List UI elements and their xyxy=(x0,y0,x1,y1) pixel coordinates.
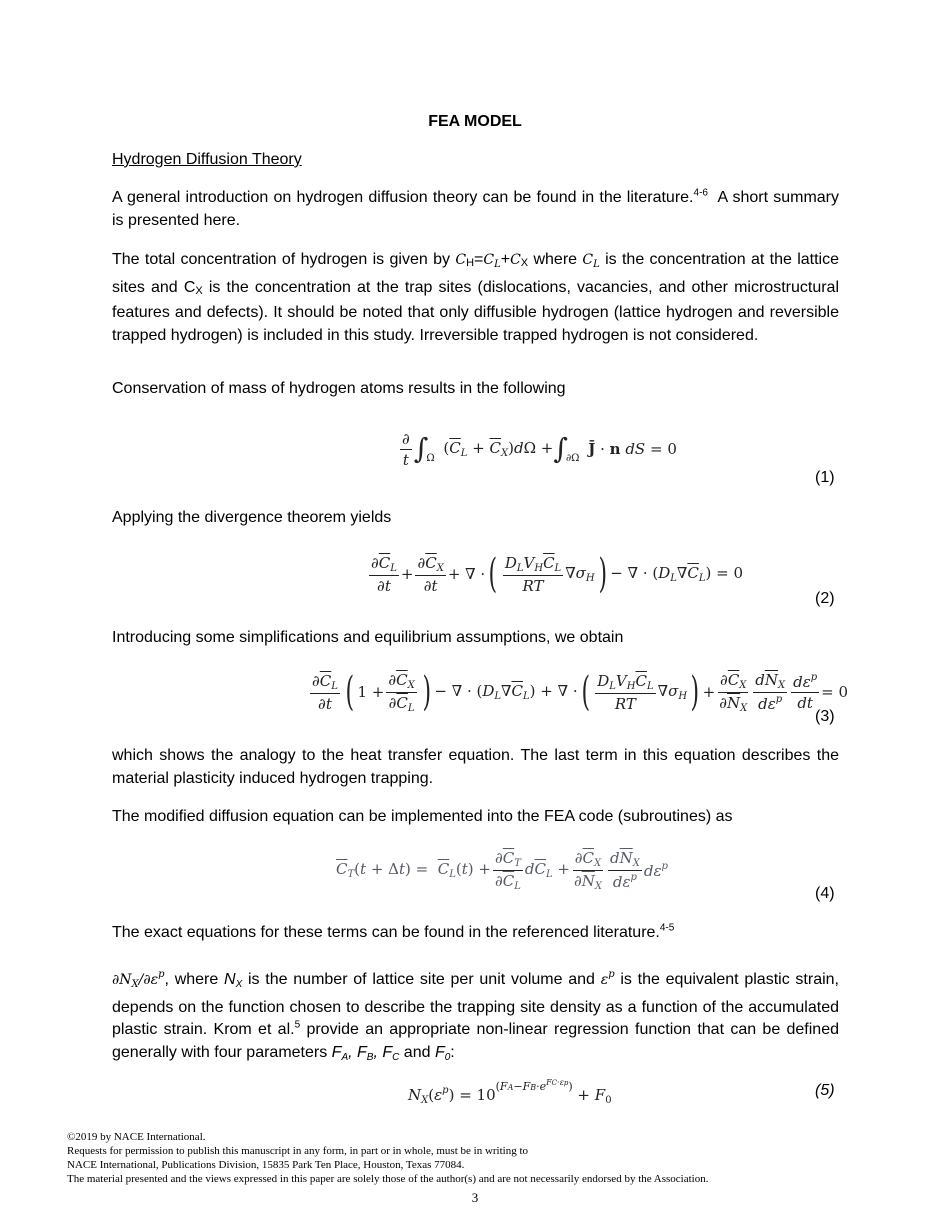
subsection-heading: Hydrogen Diffusion Theory xyxy=(112,151,302,168)
footer-line-2: Requests for permission to publish this manuscript in any form, in part or in whole, must be in writing to xyxy=(67,1145,529,1157)
equation-2: $\frac{\partial\overline{C}_L}{\partial t}$ + $\frac{\partial\overline{C}_X}{\partial t}$ + ∇ · ( $\frac{D_LV_H\overline{C}_L}{RT}$ $\nabla\sigma_H$ ) − ∇ · $(D_L\nabla\overline{C}_L) = 0$ xyxy=(371,551,744,597)
footer-line-3: NACE International, Publications Division, 15835 Park Ten Place, Houston, Texas 77084. xyxy=(67,1159,465,1171)
equation-5: $N_X(\varepsilon^p) = 10^{(FA-FB\cdot e^{FC\cdot\varepsilon p})} + F_0$ xyxy=(408,1078,612,1106)
page-number: 3 xyxy=(471,1190,479,1205)
section-heading: FEA MODEL xyxy=(428,113,522,130)
paragraph-trapping-density: $\partial N_X/\partial\varepsilon^p$, where $N_X$ is the number of lattice site per unit volume and $\varepsilon^p$ is the equivalent plastic strain, depends on the function chosen to describe the trapping site density as a function of the accumulated plastic strain. Krom et al.$^5$ provide an appropriate non-linear regression function that can be defined generally with four parameters $F_A$, $F_B$, $F_C$ and $F_0$: xyxy=(112,969,839,1063)
equation-number-4: (4) xyxy=(815,885,835,902)
paragraph-heat-analogy: which shows the analogy to the heat transfer equation. The last term in this equation describes the material plasticity induced hydrogen trapping. xyxy=(112,747,839,787)
paragraph-concentration: The total concentration of hydrogen is given by $CH=C_L+CX$ where $C_L$ is the concentration at the lattice sites and CX is the concentration at the trap sites (dislocations, vacancies, and other microstructural features and defects). It should be noted that only diffusible hydrogen (lattice hydrogen and reversible trapped hydrogen) is included in this study. Irreversible trapped hydrogen is not considered. xyxy=(112,251,840,344)
paragraph-simplifications: Introducing some simplifications and equilibrium assumptions, we obtain xyxy=(112,629,624,646)
paragraph-intro: A general introduction on hydrogen diffusion theory can be found in the literature.$^{4-6}$ A short summary is presented here. xyxy=(112,187,844,229)
equation-1: $\frac{\partial}{t}$ ∫ Ω $(\overline{C}_L + \overline{C}_X)d\Omega$ + ∫ ∂Ω J̄ · n dS = 0 xyxy=(402,429,677,469)
footer-line-1: ©2019 by NACE International. xyxy=(67,1131,206,1143)
paragraph-conservation: Conservation of mass of hydrogen atoms results in the following xyxy=(112,380,566,397)
paragraph-implementation: The modified diffusion equation can be implemented into the FEA code (subroutines) as xyxy=(112,808,733,825)
footer-line-4: The material presented and the views expressed in this paper are solely those of the author(s) and are not necessarily endorsed by the Association. xyxy=(67,1173,709,1185)
equation-4: $\overline{C}_T(t + \Delta t) = \overline{C}_L(t)$ + $\frac{\partial\overline{C}_T}{\partial\overline{C}_L}$ $d\overline{C}_L$ + $\frac{\partial\overline{C}_X}{\partial\overline{N}_X}$ $\frac{d\overline{N}_X}{d\varepsilon^p}$ $d\varepsilon^p$ xyxy=(336,848,668,892)
paragraph-divergence: Applying the divergence theorem yields xyxy=(112,509,392,526)
equation-3: $\frac{\partial\overline{C}_L}{\partial t}$ ( 1 + $\frac{\partial\overline{C}_X}{\partial\overline{C}_L}$ ) − ∇ · $(D_L\nabla\overline{C}_L)$ + ∇ · ( $\frac{D_LV_H\overline{C}_L}{RT}$ $\nabla\sigma_H$ ) + $\frac{\partial\overline{C}_X}{\partial\overline{N}_X}$ $\frac{d\overline{N}_X}{d\varepsilon^p}$ $\frac{d\varepsilon^p}{dt}$ = 0 xyxy=(312,669,849,715)
paragraph-exact-equations: The exact equations for these terms can be found in the referenced literature.$^{4-5}$ xyxy=(112,922,675,941)
equation-number-2: (2) xyxy=(815,590,835,607)
equation-number-1: (1) xyxy=(815,469,835,486)
equation-number-5: (5) xyxy=(815,1082,835,1099)
copyright-footer xyxy=(67,1130,708,1186)
equation-number-3: (3) xyxy=(815,708,835,725)
